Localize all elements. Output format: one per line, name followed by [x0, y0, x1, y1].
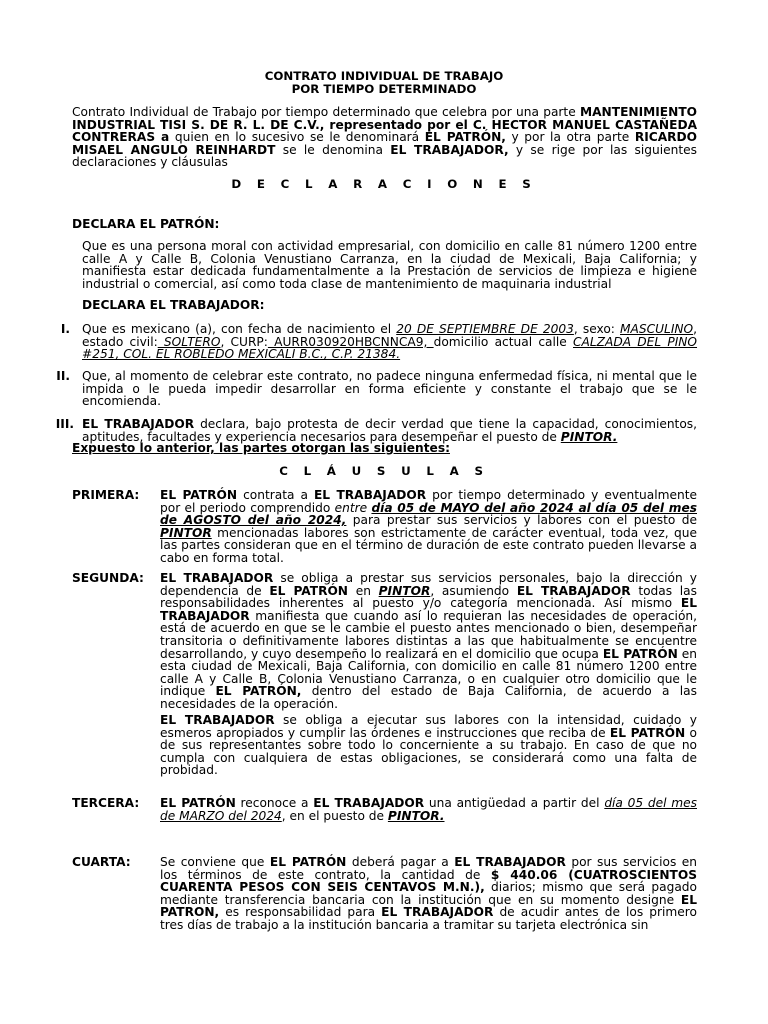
item-text: , sexo: [573, 322, 621, 336]
clause-text: se obliga a ejecutar sus labores con la intensidad, cuidado y esmeros apropiados y cumplir las órdenes e instrucciones que reciba de [160, 713, 697, 740]
document-title: CONTRATO INDIVIDUAL DE TRABAJO [264, 69, 504, 83]
clause-text: contrata a [237, 488, 314, 502]
patron-declaration-text: Que es una persona moral con actividad empresarial, con domicilio en calle 81 número 1200 entre calle A y Calle B, Colonia Venustiano Carranza, en la ciudad de Mexicali, Baja California; y manifiesta estar dedicada fundamentalmente a la Prestación de servicios de limpieza e higiene industrial o comercial, así como toda clase de mantenimiento de maquinaria industrial [82, 239, 697, 291]
clause-text: entre [334, 500, 368, 515]
clause-text: mencionadas labores son estrictamente de carácter eventual, toda vez, que las partes consideran que en el término de duración de este contrato pueden llevarse a cabo en forma total. [160, 525, 697, 565]
clause-text: o de sus representantes sobre todo lo concerniente a su trabajo. En caso de que no cumpla con cualquiera de estas obligaciones, se considerará como una falta de probidad. [160, 725, 697, 778]
clause-text: una antigüedad a partir del [424, 796, 605, 810]
worker-declaration-heading: DECLARA EL TRABAJADOR: [82, 298, 265, 312]
intro-text: quien en lo sucesivo se le denominará [169, 130, 425, 145]
patron-term: EL PATRÓN [602, 646, 678, 661]
item-number: II. [56, 369, 70, 383]
declarations-closing [72, 442, 450, 455]
intro-text: y por la otra parte [505, 130, 635, 145]
patron-term: EL PATRÓN [160, 796, 236, 810]
item-text: , CURP: [220, 334, 268, 349]
trabajador-term: EL TRABAJADOR, [390, 142, 509, 157]
document-subtitle: POR TIEMPO DETERMINADO [291, 82, 477, 96]
declaration-item-2: Que, al momento de celebrar este contrato, no padece ninguna enfermedad física, ni mental que le impida o le pueda impedir desarrollar en forma eficiente y constante el trabajo que se le encomienda. [82, 369, 697, 409]
patron-declaration-heading: DECLARA EL PATRÓN: [72, 217, 220, 231]
trabajador-term: EL TRABAJADOR [313, 796, 425, 810]
item-text: domicilio actual calle [433, 334, 573, 349]
birth-date: 20 DE SEPTIEMBRE DE 2003 [396, 322, 574, 336]
salary-amount: $ 440.06 (CUATROSCIENTOS CUARENTA PESOS CON SEIS CENTAVOS M.N.), [160, 867, 698, 895]
clause-tercera [160, 797, 697, 822]
patron-term: EL PATRÓN [160, 488, 238, 502]
clause-label-primera: PRIMERA: [72, 488, 140, 502]
clause-text: dentro del estado de Baja California, de acuerdo a las necesidades de la operación. [160, 684, 697, 711]
clause-text: deberá pagar a [346, 855, 455, 869]
clause-text: en esta ciudad de Mexicali, Baja California, con domicilio en calle 81 número 1200 entre calle A y Calle B, Colonia Venustiano Carranza, o en cualquier otro domicilio que le indique [160, 646, 698, 699]
declaration-item-1 [82, 323, 697, 361]
intro-text: se le denomina [275, 142, 391, 157]
patron-term: EL PATRÓN [269, 855, 347, 869]
clause-text: Se conviene que [160, 855, 270, 869]
item-text: , estado civil: [82, 322, 698, 349]
patron-term: EL PATRÓN [609, 725, 686, 740]
item-number: I. [60, 322, 70, 336]
intro-paragraph [72, 106, 697, 169]
clause-text: para prestar sus servicios y labores con el puesto de [346, 513, 698, 528]
trabajador-term: EL TRABAJADOR [516, 583, 631, 598]
trabajador-term: EL TRABAJADOR [160, 596, 697, 623]
clause-text: todas las responsabilidades inherentes al puesto y/o categoría mencionada. Así mismo [160, 583, 697, 611]
position-value: PINTOR. [560, 429, 618, 444]
patron-term: EL PATRÓN [269, 583, 349, 598]
patron-term: EL PATRÓN, [215, 684, 302, 699]
trabajador-term: EL TRABAJADOR [381, 905, 494, 920]
declaration-item-3 [82, 418, 697, 443]
clause-label-segunda: SEGUNDA: [72, 571, 144, 585]
trabajador-term: EL TRABAJADOR [82, 417, 195, 431]
closing-text: Expuesto lo anterior, las partes otorgan las siguientes: [72, 441, 450, 455]
clause-text: por sus servicios en los términos de este contrato, la cantidad de [160, 855, 698, 882]
clause-text: , asumiendo [430, 583, 517, 598]
trabajador-term: EL TRABAJADOR [454, 855, 566, 869]
position-value: PINTOR [160, 525, 212, 540]
clause-text: por tiempo determinado y eventualmente por el periodo comprendido [160, 488, 698, 515]
clause-primera [160, 489, 697, 565]
clause-text: es responsabilidad para [219, 905, 382, 920]
curp-value: AURR030920HBCNNCA9, [267, 334, 434, 349]
worker-name: RICARDO MISAEL ANGULO REINHARDT [72, 130, 697, 157]
clause-label-cuarta: CUARTA: [72, 855, 131, 869]
clause-segunda-paragraph-2 [160, 714, 697, 777]
clause-text: de acudir antes de los primero tres días de trabajo a la institución bancaria a tramitar su tarjeta electrónica sin [160, 905, 697, 932]
address-value: CALZADA DEL PINO #251, COL. EL ROBLEDO MEXICALI B.C., C.P. 21384. [82, 334, 698, 362]
intro-text: Contrato Individual de Trabajo por tiempo determinado que celebra por una parte [72, 105, 580, 119]
item-text: declara, bajo protesta de decir verdad que tiene la capacidad, conocimientos, aptitudes, facultades y experiencia necesarios para desempeñar el puesto de [82, 417, 698, 444]
clauses-heading: C L Á U S U L A S [279, 464, 489, 478]
clause-cuarta [160, 856, 697, 932]
clause-segunda [160, 572, 697, 711]
trabajador-term: EL TRABAJADOR [160, 571, 274, 585]
trabajador-term: EL TRABAJADOR [313, 488, 427, 502]
intro-text: y se rige por las siguientes declaraciones y cláusulas [72, 142, 697, 170]
position-value: PINTOR [378, 583, 431, 598]
clause-text: diarios; mismo que será pagado mediante transferencia bancaria con la institución que en su momento designe [160, 880, 697, 907]
contract-period: día 05 de MAYO del año 2024 al día 05 del mes de AGOSTO del año 2024, [160, 500, 697, 528]
clause-label-tercera: TERCERA: [72, 796, 140, 810]
clause-text: reconoce a [235, 796, 314, 810]
item-number: III. [55, 417, 74, 431]
clause-text: manifiesta que cuando así lo requieran las necesidades de operación, está de acuerdo en que se le cambie el puesto antes mencionado o bien, desempeñar transitoria o definitivamente labores distintas a las que habitualmente se encuentre desarrollando, y cuyo desempeño lo realizará en el domicilio que ocupa [160, 608, 697, 661]
clause-text: se obliga a prestar sus servicios personales, bajo la dirección y dependencia de [160, 571, 697, 598]
seniority-date: día 05 del mes de MARZO del 2024 [160, 796, 697, 823]
clause-text: en [348, 583, 379, 598]
item-text: Que es mexicano (a), con fecha de nacimiento el [82, 322, 397, 336]
patron-term: EL PATRON, [160, 892, 697, 920]
position-value: PINTOR. [387, 808, 445, 823]
clause-text: , en el puesto de [281, 808, 388, 823]
company-name: MANTENIMIENTO INDUSTRIAL TISI S. DE R. L. DE C.V., representado por el C. HECTOR MANUEL CASTAÑEDA CONTRERAS a [72, 105, 697, 145]
declarations-heading: D E C L A R A C I O N E S [231, 177, 537, 191]
patron-term: EL PATRÓN, [424, 130, 506, 145]
sex-value: MASCULINO [620, 322, 694, 336]
trabajador-term: EL TRABAJADOR [160, 713, 275, 727]
civil-status-value: SOLTERO [157, 334, 221, 349]
